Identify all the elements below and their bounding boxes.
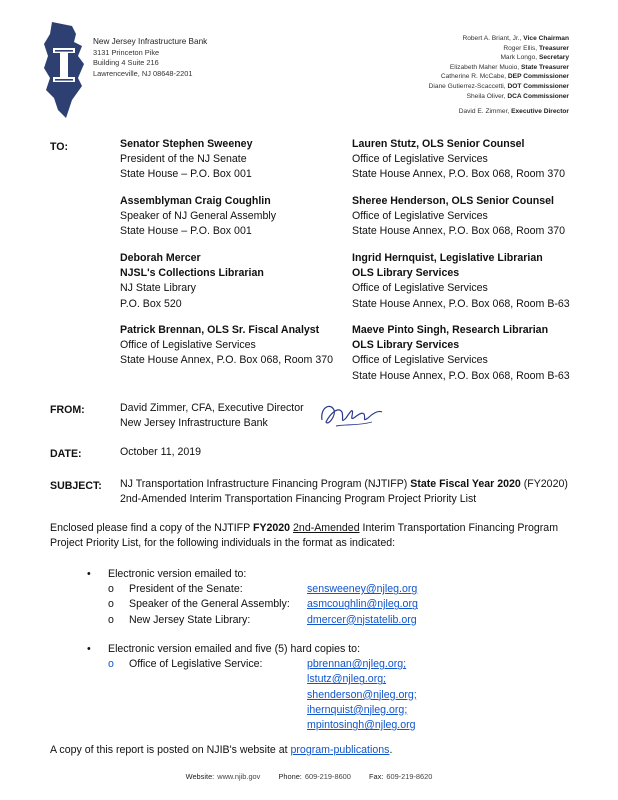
from-label: FROM: xyxy=(50,404,85,416)
date-label: DATE: xyxy=(50,448,82,460)
publications-link[interactable]: program-publications xyxy=(290,744,390,756)
bullet-icon: • xyxy=(87,568,91,580)
recipient: Ingrid Hernquist, Legislative Librarian OLS Library Services Office of Legislative Services State House Annex, P.O. Box 068, Room B-63 xyxy=(352,252,570,310)
board-member: Mark Longo, Secretary xyxy=(500,54,569,62)
recipients-right xyxy=(352,137,570,384)
sub-bullet-icon: o xyxy=(108,583,114,596)
fax-text: 609-219-8620 xyxy=(386,772,433,781)
address-line: Building 4 Suite 216 xyxy=(93,58,159,68)
subject-label: SUBJECT: xyxy=(50,480,102,492)
website-text: www.njib.gov xyxy=(217,772,261,781)
email-link[interactable]: sensweeney@njleg.org xyxy=(307,583,418,596)
closing-line: A copy of this report is posted on NJIB's website at program-publications. xyxy=(50,744,393,756)
board-member: Elizabeth Maher Muoio, State Treasurer xyxy=(449,63,569,71)
email-link[interactable]: mpintosingh@njleg.org xyxy=(307,719,416,732)
recipient: Patrick Brennan, OLS Sr. Fiscal Analyst Office of Legislative Services State House Annex, P.O. Box 068, Room 370 xyxy=(120,324,333,367)
board-member: Diane Gutierrez-Scaccetti, DOT Commissioner xyxy=(428,82,569,90)
email-link[interactable]: shenderson@njleg.org; xyxy=(307,688,417,701)
footer: Website: www.njib.gov Phone: 609-219-8600 Fax: 609-219-8620 xyxy=(185,772,433,781)
distribution-hardcopy: • Electronic version emailed and five (5) hard copies to: o Office of Legislative Service: pbrennan@njleg.org; lstutz@njleg.org; shenderson@njleg.org; ihernquist@njleg.org; mpintosingh@njleg.org xyxy=(87,642,507,733)
recipient: Senator Stephen Sweeney President of the NJ Senate State House – P.O. Box 001 xyxy=(120,138,253,181)
recipient: Assemblyman Craig Coughlin Speaker of NJ General Assembly State House – P.O. Box 001 xyxy=(120,195,277,238)
board-member: Sheila Oliver, DCA Commissioner xyxy=(466,92,569,100)
recipient: Maeve Pinto Singh, Research Librarian OLS Library Services Office of Legislative Services State House Annex, P.O. Box 068, Room B-63 xyxy=(352,324,570,382)
distribution-electronic: • Electronic version emailed to: o President of the Senate: sensweeney@njleg.org o Speaker of the General Assembly: asmcoughlin@njleg.org o New Jersey State Library: dmercer@njstatelib.org xyxy=(87,567,487,628)
sub-bullet-icon: o xyxy=(108,613,114,626)
email-link[interactable]: pbrennan@njleg.org; xyxy=(307,658,407,671)
subject-block: NJ Transportation Infrastructure Financing Program (NJTIFP) State Fiscal Year 2020 (FY2020) 2nd-Amended Interim Transportation Financing Program Project Priority List xyxy=(120,478,568,506)
bullet-icon: • xyxy=(87,643,91,655)
from-line: New Jersey Infrastructure Bank xyxy=(120,417,268,430)
njib-logo xyxy=(38,20,92,120)
email-link[interactable]: dmercer@njstatelib.org xyxy=(307,613,417,626)
sub-bullet-icon: o xyxy=(108,658,114,671)
email-link[interactable]: asmcoughlin@njleg.org xyxy=(307,598,418,611)
org-name: New Jersey Infrastructure Bank xyxy=(93,37,208,46)
board-member: Robert A. Briant, Jr., Vice Chairman xyxy=(462,35,569,42)
board-list xyxy=(429,34,569,117)
sub-bullet-icon: o xyxy=(108,598,114,611)
address-line: Lawrenceville, NJ 08648-2201 xyxy=(93,68,193,78)
from-line: David Zimmer, CFA, Executive Director xyxy=(120,402,304,414)
to-label: TO: xyxy=(50,141,69,153)
recipient: Lauren Stutz, OLS Senior Counsel Office of Legislative Services State House Annex, P.O. Box 068, Room 370 xyxy=(352,138,565,181)
date-value: October 11, 2019 xyxy=(120,446,202,458)
from-block xyxy=(120,401,304,431)
recipient: Deborah Mercer NJSL's Collections Librarian NJ State Library P.O. Box 520 xyxy=(120,252,264,310)
email-link[interactable]: ihernquist@njleg.org; xyxy=(307,703,408,716)
signature xyxy=(316,396,386,436)
phone-text: 609-219-8600 xyxy=(304,772,351,781)
org-address-block xyxy=(93,37,207,79)
recipient: Sheree Henderson, OLS Senior Counsel Office of Legislative Services State House Annex, P.O. Box 068, Room 370 xyxy=(352,195,565,238)
executive-director: David E. Zimmer, Executive Director xyxy=(458,108,569,116)
board-member: Roger Ellis, Treasurer xyxy=(503,44,569,52)
address-line: 3131 Princeton Pike xyxy=(93,47,160,57)
board-member: Catherine R. McCabe, DEP Commissioner xyxy=(440,73,569,81)
intro-paragraph: Enclosed please find a copy of the NJTIFP FY2020 2nd-Amended Interim Transportation Financing Program Project Priority List, for the following individuals in the format as indicated: xyxy=(50,522,559,550)
email-link[interactable]: lstutz@njleg.org; xyxy=(307,673,387,686)
recipients-left xyxy=(120,137,333,369)
